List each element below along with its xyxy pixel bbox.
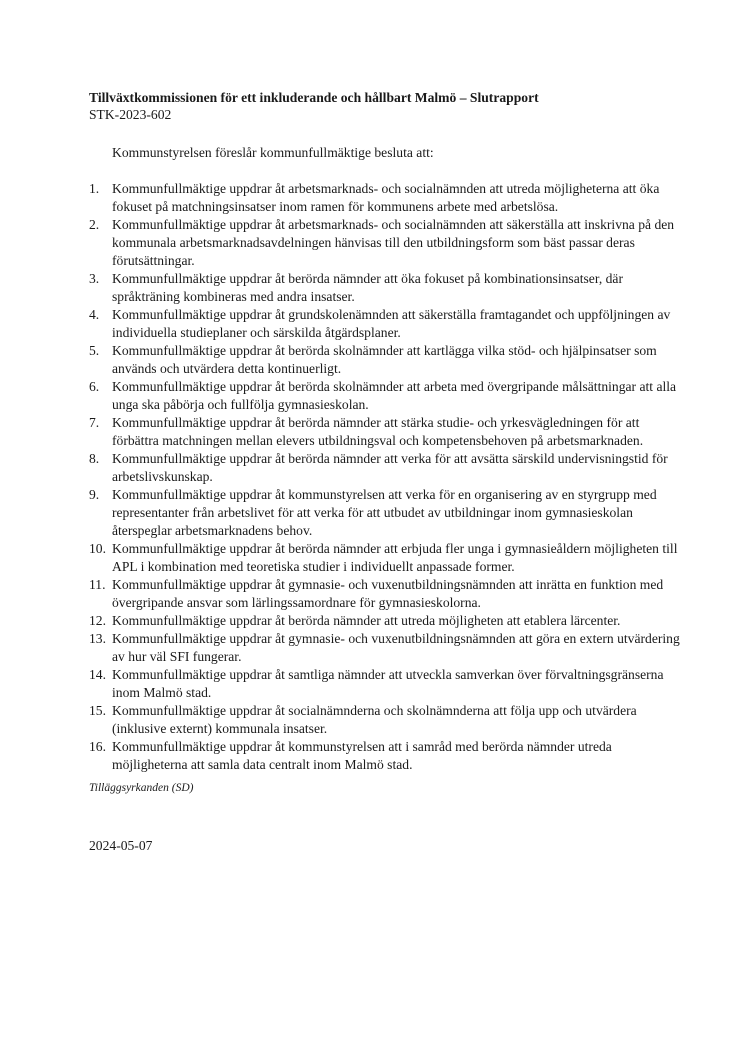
list-item xyxy=(89,450,689,486)
list-item xyxy=(89,414,689,450)
item-number: 2. xyxy=(89,217,100,232)
item-number: 7. xyxy=(89,415,100,430)
item-text: Kommunfullmäktige uppdrar åt berörda nämnder att stärka studie- och yrkesvägledningen för att förbättra matchningen mellan elevers utbildningsval och kompetensbehoven på arbetsmarknaden. xyxy=(112,415,644,448)
item-number: 6. xyxy=(89,379,100,394)
list-item xyxy=(89,576,689,612)
list-item xyxy=(89,612,689,630)
list-item xyxy=(89,666,689,702)
list-item xyxy=(89,306,689,342)
item-number: 14. xyxy=(89,667,106,682)
item-number: 11. xyxy=(89,577,106,592)
item-number: 8. xyxy=(89,451,100,466)
document-page xyxy=(89,89,689,854)
reference-number: STK-2023-602 xyxy=(89,107,172,122)
item-text: Kommunfullmäktige uppdrar åt grundskolenämnden att säkerställa framtagandet och uppföljningen av individuella studieplaner och särskilda åtgärdsplaner. xyxy=(112,307,671,340)
proposal-list xyxy=(89,180,689,774)
item-number: 16. xyxy=(89,739,106,754)
item-number: 3. xyxy=(89,271,100,286)
item-text: Kommunfullmäktige uppdrar åt berörda nämnder att utreda möjligheten att etablera lärcenter. xyxy=(112,613,621,628)
list-item xyxy=(89,702,689,738)
item-text: Kommunfullmäktige uppdrar åt berörda nämnder att verka för att avsätta särskild undervisningstid för arbetslivskunskap. xyxy=(112,451,668,484)
item-text: Kommunfullmäktige uppdrar åt kommunstyrelsen att verka för en organisering av en styrgrupp med representanter från arbetslivet för att verka för att utbudet av utbildningar inom gymnasieskolan återspeglar arbetsmarknadens behov. xyxy=(112,487,657,538)
item-number: 5. xyxy=(89,343,100,358)
list-item xyxy=(89,216,689,270)
list-item xyxy=(89,342,689,378)
item-text: Kommunfullmäktige uppdrar åt berörda nämnder att öka fokuset på kombinationsinsatser, där språkträning kombineras med andra insatser. xyxy=(112,271,623,304)
list-item xyxy=(89,270,689,306)
item-number: 12. xyxy=(89,613,106,628)
item-number: 13. xyxy=(89,631,106,646)
intro-text: Kommunstyrelsen föreslår kommunfullmäktige besluta att: xyxy=(112,145,434,160)
document-title: Tillväxtkommissionen för ett inkluderande och hållbart Malmö – Slutrapport xyxy=(89,90,539,105)
addendum-heading: Tilläggsyrkanden (SD) xyxy=(89,782,194,794)
item-number: 4. xyxy=(89,307,100,322)
item-number: 15. xyxy=(89,703,106,718)
item-text: Kommunfullmäktige uppdrar åt kommunstyrelsen att i samråd med berörda nämnder utreda möjligheterna att samla data centralt inom Malmö stad. xyxy=(112,739,612,772)
item-text: Kommunfullmäktige uppdrar åt berörda skolnämnder att kartlägga vilka stöd- och hjälpinsatser som används och utvärdera detta kontinuerligt. xyxy=(112,343,657,376)
item-text: Kommunfullmäktige uppdrar åt gymnasie- och vuxenutbildningsnämnden att inrätta en funktion med övergripande ansvar som lärlingssamordnare för gymnasieskolorna. xyxy=(112,577,664,610)
item-number: 10. xyxy=(89,541,106,556)
item-number: 1. xyxy=(89,181,100,196)
list-item xyxy=(89,378,689,414)
list-item xyxy=(89,486,689,540)
item-text: Kommunfullmäktige uppdrar åt arbetsmarknads- och socialnämnden att säkerställa att inskrivna på den kommunala arbetsmarknadsavdelningen hänvisas till den utbildningsform som bäst passar deras förutsättningar. xyxy=(112,217,675,268)
list-item xyxy=(89,630,689,666)
item-text: Kommunfullmäktige uppdrar åt socialnämnderna och skolnämnderna att följa upp och utvärdera (inklusive externt) kommunala insatser. xyxy=(112,703,637,736)
item-text: Kommunfullmäktige uppdrar åt samtliga nämnder att utveckla samverkan över förvaltningsgränserna inom Malmö stad. xyxy=(112,667,664,700)
list-item xyxy=(89,540,689,576)
item-number: 9. xyxy=(89,487,100,502)
item-text: Kommunfullmäktige uppdrar åt gymnasie- och vuxenutbildningsnämnden att göra en extern utvärdering av hur väl SFI fungerar. xyxy=(112,631,680,664)
item-text: Kommunfullmäktige uppdrar åt berörda nämnder att erbjuda fler unga i gymnasieåldern möjligheten till APL i kombination med teoretiska studier i individuellt anpassade former. xyxy=(112,541,678,574)
item-text: Kommunfullmäktige uppdrar åt arbetsmarknads- och socialnämnden att utreda möjligheterna att öka fokuset på matchningsinsatser inom ramen för kommunens arbete med arbetslösa. xyxy=(112,181,660,214)
document-date: 2024-05-07 xyxy=(89,838,153,853)
item-text: Kommunfullmäktige uppdrar åt berörda skolnämnder att arbeta med övergripande målsättningar att alla unga ska påbörja och fullfölja gymnasieskolan. xyxy=(112,379,677,412)
list-item xyxy=(89,180,689,216)
list-item xyxy=(89,738,689,774)
